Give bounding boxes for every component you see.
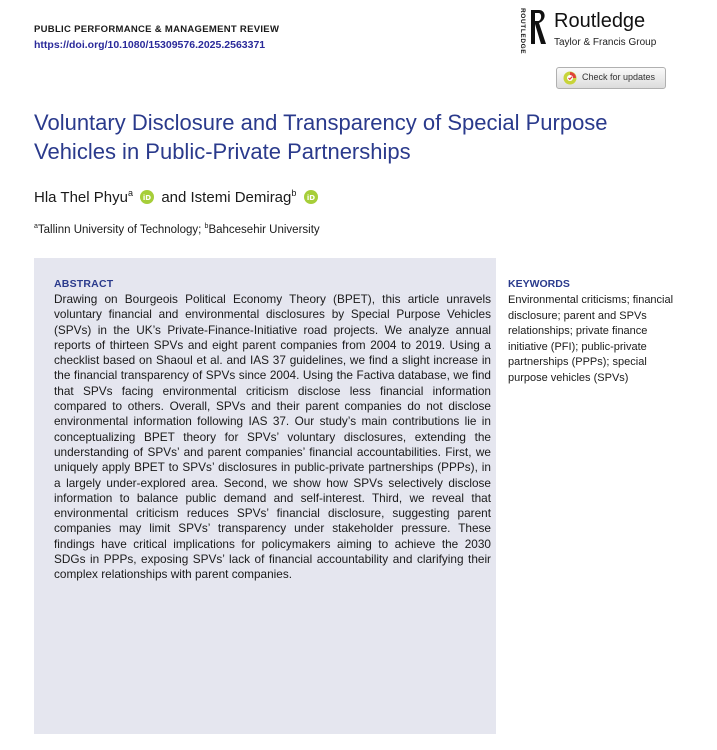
author-connector: and — [161, 189, 187, 206]
affiliation-b: Bahcesehir University — [208, 223, 320, 236]
routledge-r-icon — [527, 8, 549, 46]
publisher-logo — [514, 8, 684, 56]
affiliation-mark: b — [204, 223, 209, 230]
article-title: Voluntary Disclosure and Transparency of Special Purpose Vehicles in Public-Private Partnerships — [34, 110, 608, 164]
abstract-box — [34, 258, 496, 734]
author-affiliation-mark: a — [127, 188, 133, 198]
abstract-text: Drawing on Bourgeois Political Economy Theory (BPET), this article unravels voluntary financial and environmental disclosures by Special Purpose Vehicles (SPVs) in the UK’s Private-Finance-Initiative road projects. We analyze annual reports of thirteen SPVs and eight parent companies from 2004 to 2019. Using a checklist based on Shaoul et al. and IAS 37 guidelines, we find a slight increase in the financial transparency of SPVs since 2004. Using the Factiva database, we find that SPVs facing environmental criticism disclose less financial information compared to others. Overall, SPVs and their parent companies do not disclose environmental information following IAS 37. Our study’s main contributions lie in conceptualizing BPET theory for SPVs’ voluntary disclosures, extending the understanding of SPVs’ and parent companies’ financial accountabilities. First, we uniquely apply BPET to SPVs’ disclosures in public-private partnerships (PPPs), in a largely under-explored area. Second, we show how SPVs selectively disclose information to balance public demand and self-interest. Third, we reveal that environmental criticism reduces SPVs’ financial disclosure, suggesting parent companies may limit SPVs’ transparency under stakeholder pressure. These findings have critical implications for policymakers aiming to achieve the 2030 SDGs in PPPs, exposing SPVs’ lack of financial accountability and clarifying their complex relationships with parent companies. — [54, 292, 491, 582]
author-name[interactable]: Hla Thel Phyu — [34, 189, 128, 206]
abstract-heading: ABSTRACT — [54, 278, 114, 290]
svg-text:iD: iD — [306, 194, 315, 202]
orcid-icon[interactable] — [140, 190, 154, 204]
keywords-text: Environmental criticisms; financial disclosure; parent and SPVs relationships; private finance initiative (PFI); public-private partnerships (PPPs); special purpose vehicles (SPVs) — [508, 294, 674, 384]
publisher-vertical-text: ROUTLEDGE — [519, 8, 526, 55]
publisher-subtitle: Taylor & Francis Group — [554, 37, 657, 48]
author-affiliation-mark: b — [291, 188, 297, 198]
publisher-name: Routledge — [554, 10, 646, 32]
author-line — [34, 188, 321, 206]
author-name[interactable]: Istemi Demirag — [190, 189, 292, 206]
orcid-icon[interactable] — [304, 190, 318, 204]
check-for-updates-label: Check for updates — [582, 72, 656, 82]
check-for-updates-button[interactable] — [556, 67, 666, 89]
affiliation-mark: a — [34, 223, 38, 230]
check-for-updates-icon — [563, 71, 577, 85]
affiliations — [34, 223, 320, 236]
affiliation-a: Tallinn University of Technology; — [37, 223, 205, 236]
journal-name: PUBLIC PERFORMANCE & MANAGEMENT REVIEW — [34, 24, 280, 35]
doi-link[interactable]: https://doi.org/10.1080/15309576.2025.2563371 — [34, 39, 266, 51]
svg-text:iD: iD — [143, 194, 152, 202]
keywords-heading: KEYWORDS — [508, 278, 570, 290]
